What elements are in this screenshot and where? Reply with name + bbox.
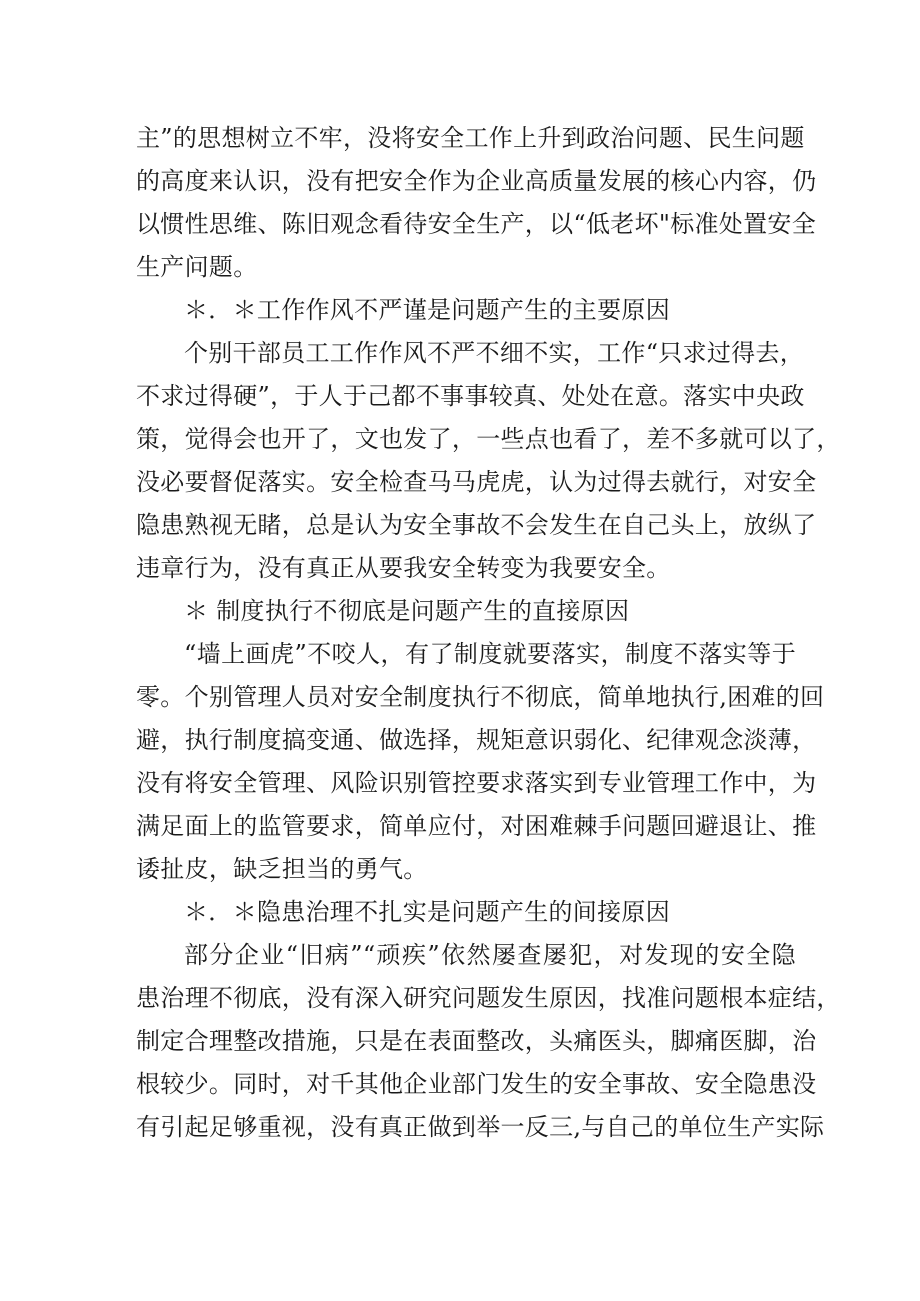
paragraph-line: 主”的思想树立不牢，没将安全工作上升到政治问题、民生问题 (136, 124, 805, 152)
paragraph-line: 没有将安全管理、风险识别管控要求落实到专业管理工作中，为 (136, 769, 817, 797)
paragraph-line: 制定合理整改措施，只是在表面整改，头痛医头，脚痛医脚，治 (136, 1027, 817, 1055)
section-heading: ＊．＊隐患治理不扎实是问题产生的间接原因 (184, 898, 670, 926)
paragraph-line: 满足面上的监管要求，简单应付，对困难棘手问题回避退让、推 (136, 812, 817, 840)
paragraph-line: 隐患熟视无睹，总是认为安全事故不会发生在自己头上，放纵了 (136, 511, 817, 539)
paragraph-line: 个别干部员工工作作风不严不细不实，工作“只求过得去， (184, 339, 805, 367)
paragraph-line: 不求过得硬”，于人于己都不事事较真、处处在意。落实中央政 (136, 382, 805, 410)
section-heading: ＊．＊工作作风不严谨是问题产生的主要原因 (184, 296, 670, 324)
section-heading: ＊ 制度执行不彻底是问题产生的直接原因 (184, 597, 630, 625)
paragraph-line: 诿扯皮，缺乏担当的勇气。 (136, 855, 428, 883)
paragraph-line: 根较少。同时，对千其他企业部门发生的安全事故、安全隐患没 (136, 1070, 817, 1098)
paragraph-line: “墙上画虎”不咬人，有了制度就要落实，制度不落实等于 (184, 640, 796, 668)
paragraph-line: 部分企业“旧病”“顽疾”依然屡查屡犯，对发现的安全隐 (184, 941, 796, 969)
paragraph-line: 有引起足够重视，没有真正做到举一反三,与自己的单位生产实际 (136, 1113, 825, 1141)
paragraph-line: 零。个别管理人员对安全制度执行不彻底，简单地执行,困难的回 (136, 683, 825, 711)
paragraph-line: 策，觉得会也开了，文也发了，一些点也看了，差不多就可以了， (136, 425, 841, 453)
paragraph-line: 的高度来认识，没有把安全作为企业高质量发展的核心内容，仍 (136, 167, 817, 195)
paragraph-line: 避，执行制度搞变通、做选择，规矩意识弱化、纪律观念淡薄， (136, 726, 817, 754)
paragraph-line: 没必要督促落实。安全检查马马虎虎，认为过得去就行，对安全 (136, 468, 817, 496)
paragraph-line: 以惯性思维、陈旧观念看待安全生产，以“低老坏"标准处置安全 (136, 210, 817, 238)
paragraph-line: 患治理不彻底，没有深入研究问题发生原因，找准问题根本症结， (136, 984, 841, 1012)
paragraph-line: 违章行为，没有真正从要我安全转变为我要安全。 (136, 554, 671, 582)
paragraph-line: 生产问题。 (136, 253, 258, 281)
